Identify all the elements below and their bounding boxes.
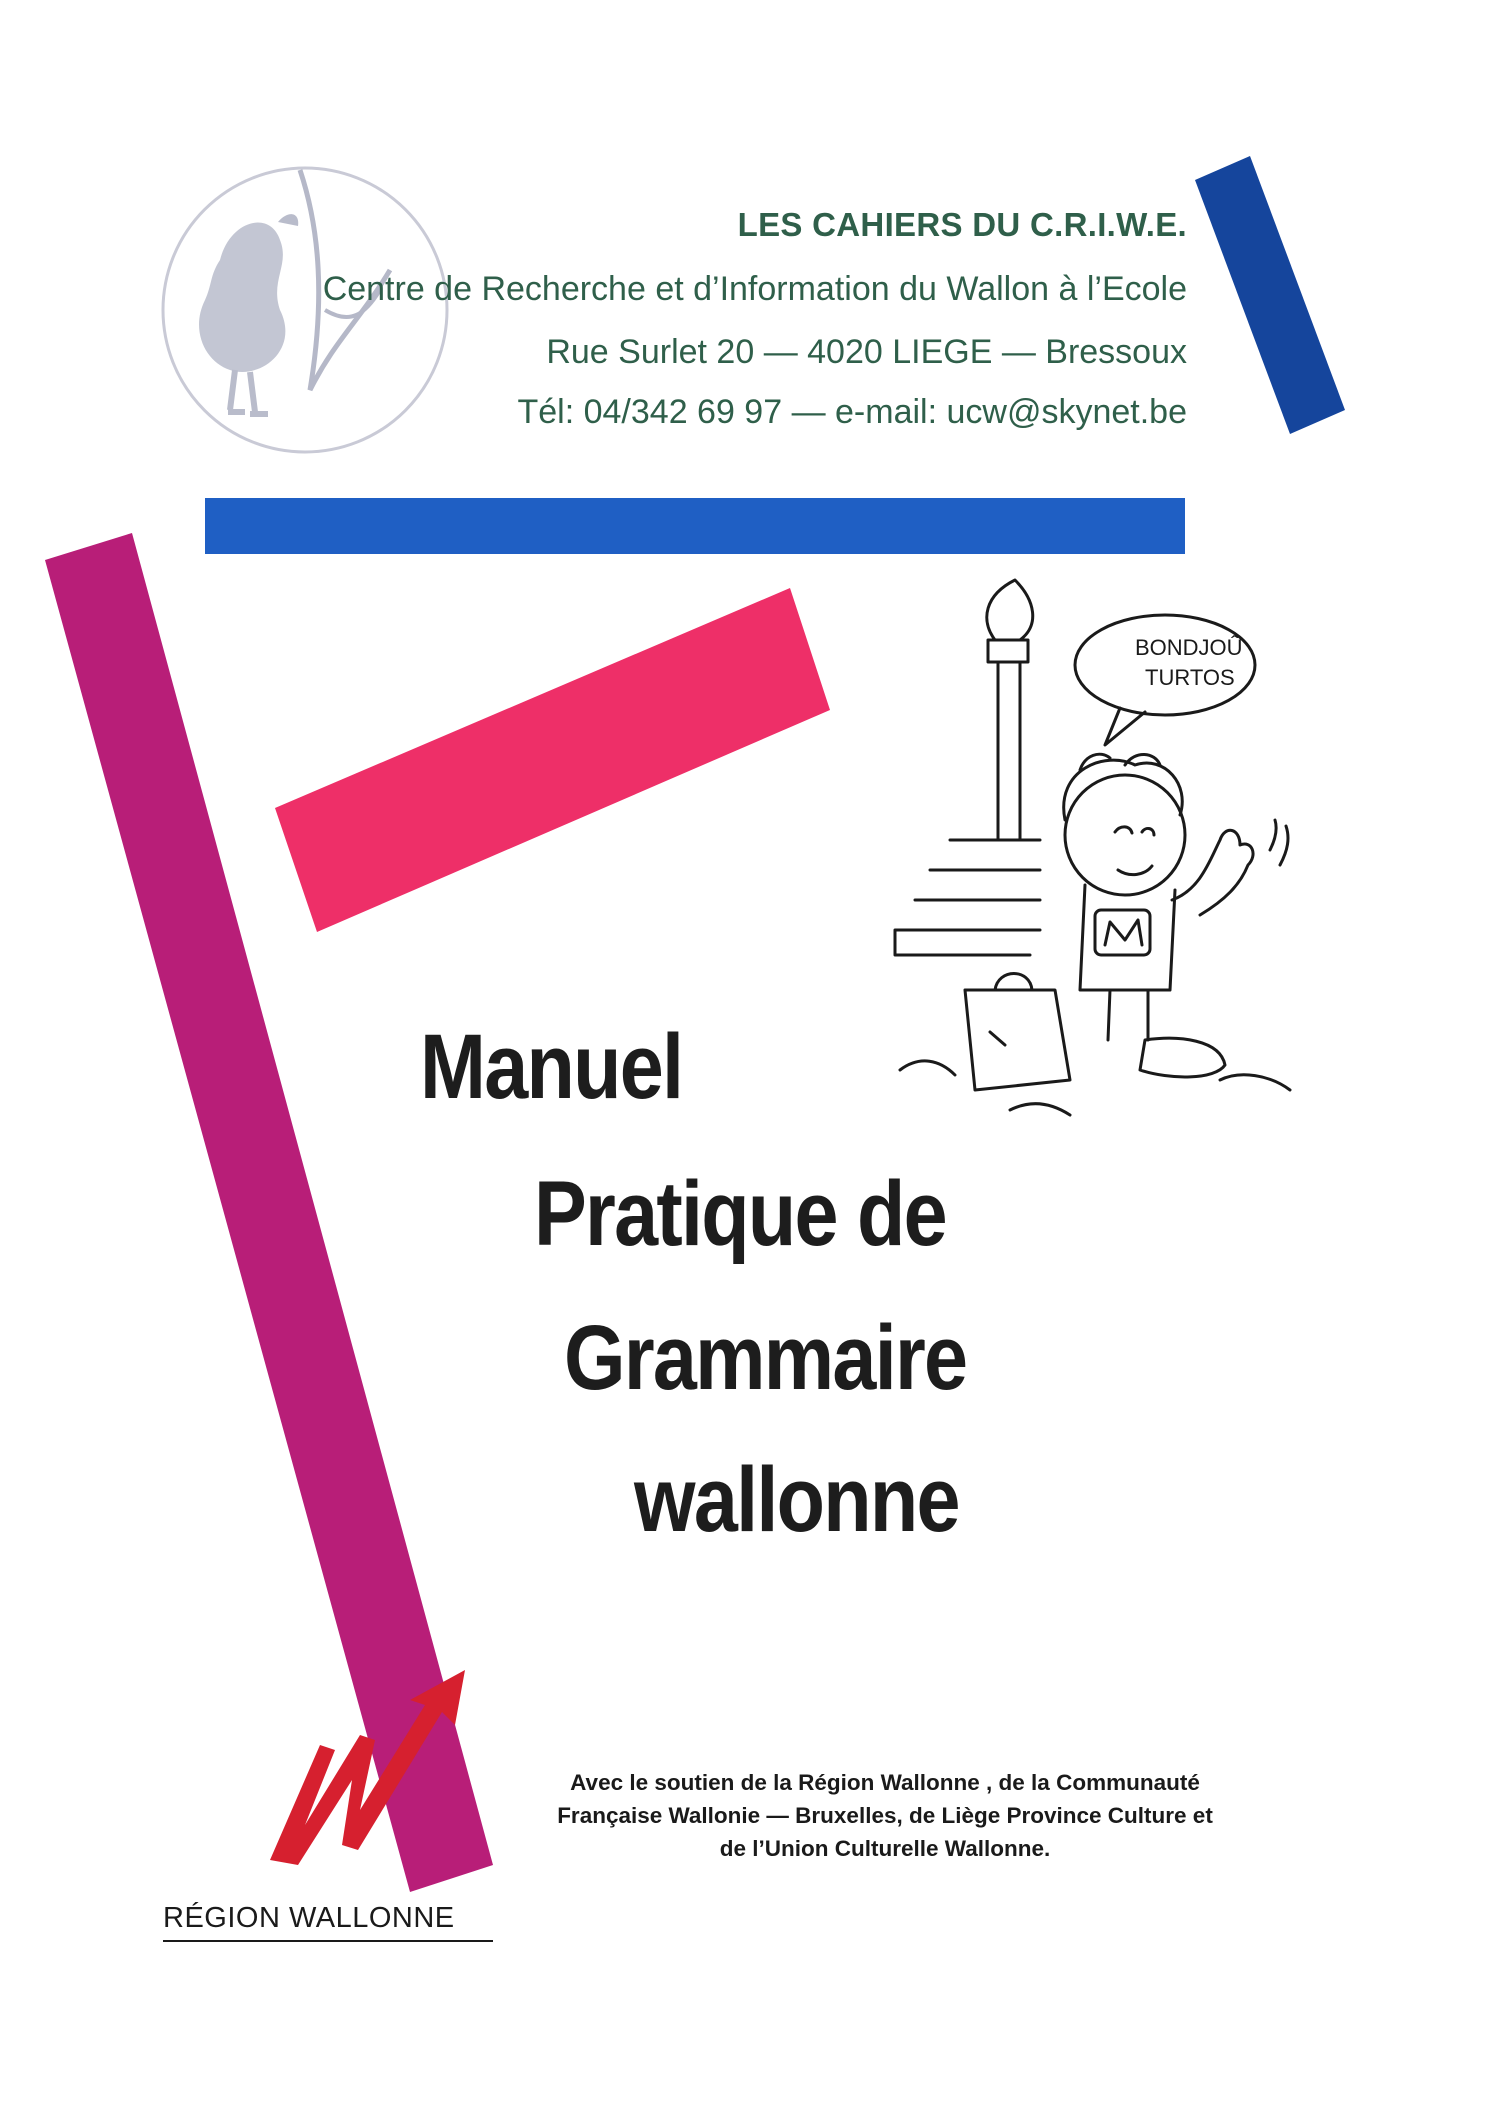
- sponsor-line-1: Avec le soutien de la Région Wallonne , de la Communauté: [570, 1770, 1200, 1795]
- region-wallonne-w-logo-icon: [250, 1650, 480, 1880]
- region-wallonne-label: RÉGION WALLONNE: [163, 1902, 455, 1934]
- blue-bar-shape: [205, 498, 1185, 554]
- speech-text-line-2: TURTOS: [1145, 665, 1235, 690]
- sponsor-line-2: Française Wallonie — Bruxelles, de Liège Province Culture et: [557, 1803, 1213, 1828]
- organization-address: Rue Surlet 20 — 4020 LIEGE — Bressoux: [546, 333, 1187, 371]
- pink-block-shape: [275, 588, 830, 932]
- boy-waving-with-satchel-icon: [880, 570, 1310, 1130]
- speech-text-line-1: BONDJOÛ: [1135, 635, 1243, 660]
- organization-contact: Tél: 04/342 69 97 — e-mail: ucw@skynet.be: [517, 393, 1187, 431]
- title-line-1: Manuel: [420, 1016, 683, 1118]
- blue-slash-shape: [1195, 156, 1345, 434]
- organization-name: Centre de Recherche et d’Information du Wallon à l’Ecole: [322, 270, 1187, 308]
- publication-series-title: LES CAHIERS DU C.R.I.W.E.: [737, 206, 1187, 243]
- title-line-4: wallonne: [634, 1449, 959, 1551]
- sponsor-acknowledgement: [520, 1766, 1250, 1865]
- region-wallonne-underline: [163, 1940, 493, 1942]
- title-line-2: Pratique de: [534, 1163, 946, 1265]
- sponsor-line-3: de l’Union Culturelle Wallonne.: [719, 1836, 1051, 1861]
- title-line-3: Grammaire: [564, 1307, 967, 1409]
